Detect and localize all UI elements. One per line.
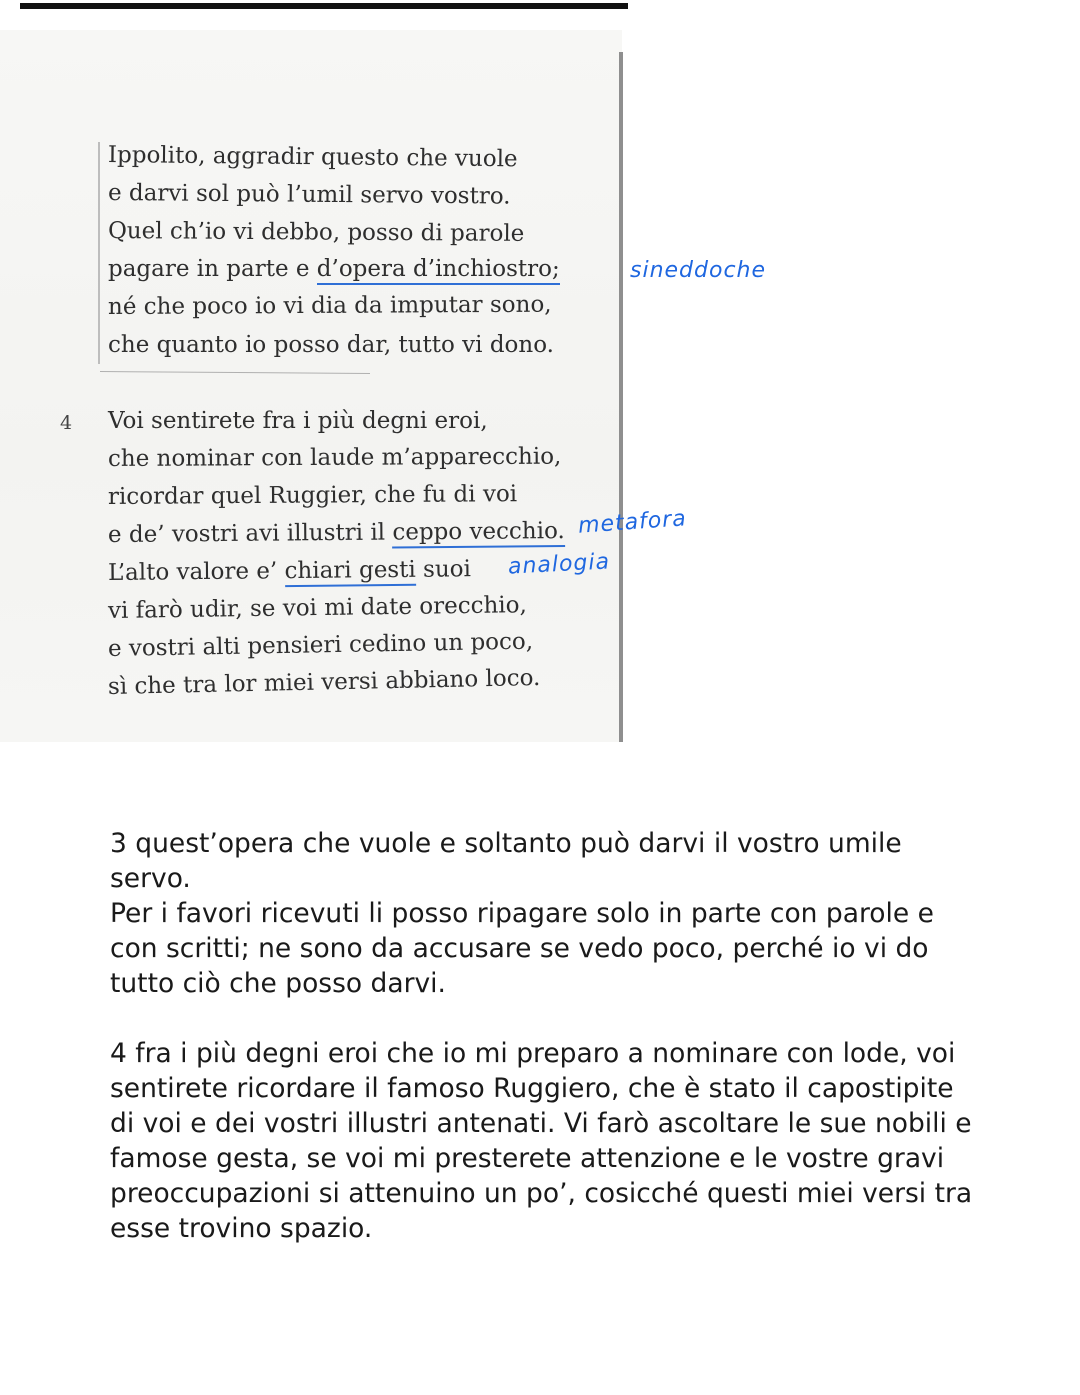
paraphrase-line: preoccupazioni si attenuino un po’, cosicché questi miei versi tra bbox=[110, 1178, 973, 1209]
paraphrase-line: famose gesta, se voi mi presterete attenzione e le vostre gravi bbox=[110, 1143, 945, 1174]
stanza3-bracket bbox=[98, 142, 100, 364]
verse-line bbox=[108, 250, 560, 288]
paraphrase-stanza-3 bbox=[110, 826, 1010, 1001]
underlined-phrase: chiari gesti bbox=[284, 557, 415, 587]
verse-line: Ippolito, aggradir questo che vuole bbox=[107, 142, 518, 173]
paraphrase-line: con scritti; ne sono da accusare se vedo poco, perché io vi do bbox=[110, 933, 929, 964]
verse-line: ricordar quel Ruggier, che fu di voi bbox=[107, 481, 518, 510]
paraphrase-stanza-4 bbox=[110, 1036, 1010, 1246]
annotation-metafora: metafora bbox=[577, 506, 688, 539]
verse-line: e darvi sol può l’umil servo vostro. bbox=[107, 180, 511, 210]
verse-line: che quanto io posso dar, tutto vi dono. bbox=[108, 332, 554, 358]
verse-line: che nominar con laude m’apparecchio, bbox=[107, 443, 562, 472]
paraphrase-line: 4 fra i più degni eroi che io mi preparo a nominare con lode, voi bbox=[110, 1038, 956, 1069]
verse-line: Voi sentirete fra i più degni eroi, bbox=[108, 408, 488, 434]
verse-line bbox=[108, 512, 565, 554]
scan-right-edge bbox=[619, 52, 623, 742]
paraphrase-line: di voi e dei vostri illustri antenati. Vi farò ascoltare le sue nobili e bbox=[110, 1108, 972, 1139]
verse-line: né che poco io vi dia da imputar sono, bbox=[107, 291, 552, 320]
verse-text: pagare in parte e bbox=[108, 256, 317, 282]
verse-text: suoi bbox=[415, 556, 472, 583]
annotation-sineddoche: sineddoche bbox=[630, 258, 767, 283]
verse-line bbox=[108, 550, 471, 592]
paraphrase-line: Per i favori ricevuti li posso ripagare solo in parte con parole e bbox=[110, 898, 934, 929]
verse-line: e vostri alti pensieri cedino un poco, bbox=[107, 628, 534, 662]
annotation-analogia: analogia bbox=[507, 549, 611, 580]
paraphrase-line: esse trovino spazio. bbox=[110, 1213, 373, 1244]
paraphrase-line: tutto ciò che posso darvi. bbox=[110, 968, 446, 999]
paraphrase-line: servo. bbox=[110, 863, 191, 894]
top-rule bbox=[20, 3, 628, 9]
verse-text: e de’ vostri avi illustri il bbox=[107, 519, 393, 548]
stanza-number: 4 bbox=[60, 412, 73, 434]
underlined-phrase: d’opera d’inchiostro; bbox=[317, 256, 560, 285]
underlined-phrase: ceppo vecchio. bbox=[392, 518, 565, 549]
paraphrase-line: 3 quest’opera che vuole e soltanto può darvi il vostro umile bbox=[110, 828, 902, 859]
verse-line: sì che tra lor miei versi abbiano loco. bbox=[107, 664, 541, 700]
verse-text: L’alto valore e’ bbox=[107, 558, 285, 586]
paraphrase-line: sentirete ricordare il famoso Ruggiero, che è stato il capostipite bbox=[110, 1073, 954, 1104]
verse-line: Quel ch’io vi debbo, posso di parole bbox=[107, 218, 525, 247]
verse-line: vi farò udir, se voi mi date orecchio, bbox=[107, 592, 528, 624]
